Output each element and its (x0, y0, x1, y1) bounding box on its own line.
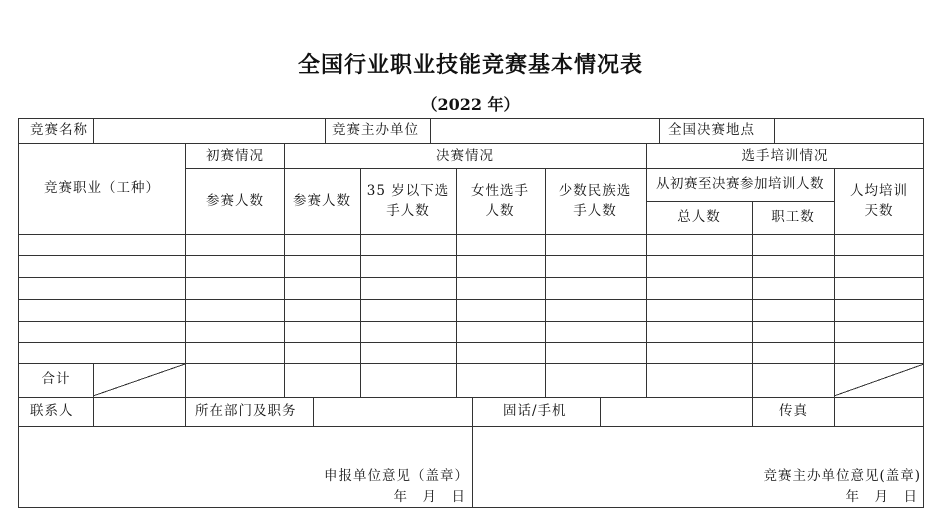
header-preliminary: 初赛情况 (206, 148, 264, 164)
header-minority: 少数民族选手人数 (558, 183, 632, 219)
year-subtitle: （2022 年） (421, 95, 520, 114)
header-training: 选手培训情况 (741, 148, 829, 164)
header-training-range: 从初赛至决赛参加培训人数 (656, 176, 824, 192)
label-host-unit: 竞赛主办单位 (332, 122, 419, 138)
label-contact-person: 联系人 (30, 403, 74, 419)
label-fax: 传真 (779, 403, 808, 419)
label-department: 所在部门及职务 (195, 403, 297, 419)
header-female: 女性选手人数 (471, 183, 529, 219)
host-opinion-label: 竞赛主办单位意见(盖章) (763, 468, 921, 484)
label-phone: 固话/手机 (503, 403, 567, 419)
header-under35: 35 岁以下选手人数 (366, 183, 450, 219)
header-total: 总人数 (677, 209, 721, 225)
header-pre-participants: 参赛人数 (206, 193, 264, 209)
label-final-location: 全国决赛地点 (668, 122, 755, 138)
applicant-opinion-label: 申报单位意见（盖章） (324, 468, 469, 484)
applicant-date: 年 月 日 (393, 489, 466, 505)
header-final: 决赛情况 (436, 148, 494, 164)
page-title: 全国行业职业技能竞赛基本情况表 (297, 53, 643, 78)
header-final-participants: 参赛人数 (293, 193, 351, 209)
host-date: 年 月 日 (845, 489, 918, 505)
header-occupation: 竞赛职业（工种） (44, 180, 160, 196)
label-total: 合计 (41, 371, 71, 387)
header-avg-days: 人均培训天数 (850, 183, 908, 219)
header-workers: 职工数 (771, 209, 815, 225)
label-competition-name: 竞赛名称 (30, 122, 88, 138)
